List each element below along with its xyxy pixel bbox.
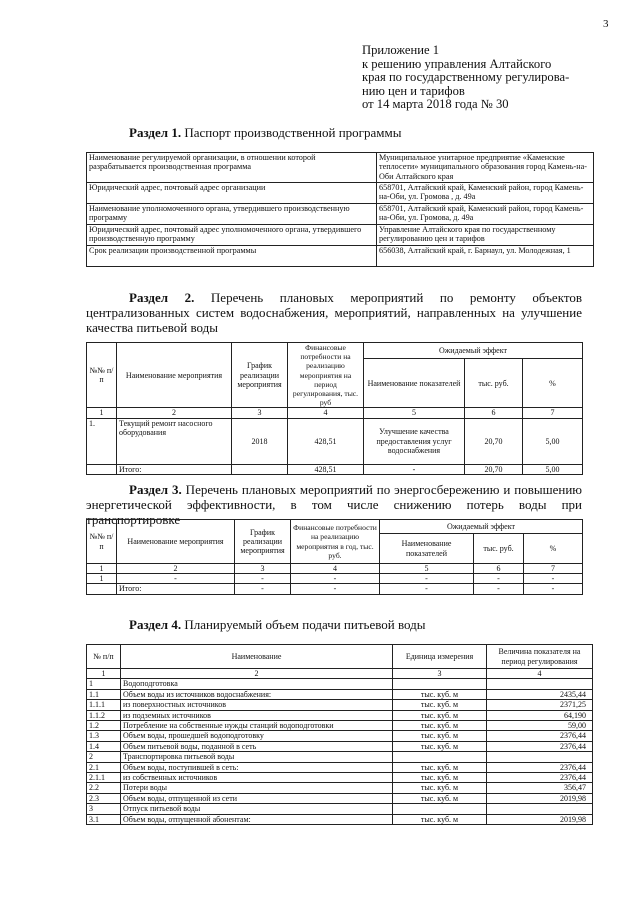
index-cell: 1 bbox=[87, 408, 117, 418]
row-name: Объем воды, отпущенной из сети bbox=[121, 793, 393, 803]
row-unit: тыс. куб. м bbox=[393, 773, 487, 783]
table-total-row bbox=[87, 584, 583, 594]
table-row bbox=[87, 762, 593, 772]
row-unit: тыс. куб. м bbox=[393, 741, 487, 751]
total-cell: - bbox=[235, 584, 291, 594]
row-num: 3 bbox=[87, 804, 121, 814]
row-value: 2376,44 bbox=[487, 741, 593, 751]
passport-label: Срок реализации производственной программы bbox=[87, 246, 377, 267]
col-num-header: № п/п bbox=[87, 645, 121, 669]
col-schedule-header: График реализации мероприятия bbox=[235, 520, 291, 564]
row-num: 1.4 bbox=[87, 741, 121, 751]
row-num: 2 bbox=[87, 752, 121, 762]
row-cell: - bbox=[524, 574, 583, 584]
row-unit: тыс. куб. м bbox=[393, 762, 487, 772]
section3-title: Перечень плановых мероприятий по энергосбережению и повышению энергетической эффективности, в том числе снижению потерь воды при транспортировке bbox=[86, 482, 582, 527]
index-cell: 3 bbox=[393, 669, 487, 679]
appendix-line: от 14 марта 2018 года № 30 bbox=[362, 97, 509, 111]
row-name: Текущий ремонт насосного оборудования bbox=[117, 418, 232, 464]
row-name: Потребление на собственные нужды станций водоподготовки bbox=[121, 721, 393, 731]
total-percent: 5,00 bbox=[523, 464, 583, 474]
row-num: 1.1.1 bbox=[87, 700, 121, 710]
section1-label: Раздел 1. bbox=[129, 125, 182, 140]
index-cell: 4 bbox=[288, 408, 364, 418]
row-num: 2.2 bbox=[87, 783, 121, 793]
row-cell: - bbox=[380, 574, 474, 584]
row-value bbox=[487, 804, 593, 814]
row-value: 2371,25 bbox=[487, 700, 593, 710]
row-name: Объем воды, отпущенной абонентам: bbox=[121, 814, 393, 824]
col-indicator-header: Наименование показателей bbox=[380, 534, 474, 564]
page-number: 3 bbox=[603, 18, 609, 30]
table-row bbox=[87, 246, 594, 267]
empty-cell bbox=[87, 464, 117, 474]
row-name: из поверхностных источников bbox=[121, 700, 393, 710]
section3-label: Раздел 3. bbox=[129, 482, 182, 497]
row-value: 2376,44 bbox=[487, 731, 593, 741]
index-cell: 4 bbox=[487, 669, 593, 679]
row-name: Объем воды, поступившей в сеть: bbox=[121, 762, 393, 772]
table-row bbox=[87, 721, 593, 731]
row-unit: тыс. куб. м bbox=[393, 700, 487, 710]
index-cell: 6 bbox=[474, 564, 524, 574]
table-row bbox=[87, 689, 593, 699]
energy-measures-table bbox=[86, 519, 583, 595]
appendix-line: к решению управления Алтайского bbox=[362, 56, 552, 71]
index-cell: 2 bbox=[117, 408, 232, 418]
row-value: 2019,98 bbox=[487, 814, 593, 824]
col-name-header: Наименование мероприятия bbox=[117, 343, 232, 408]
section4-label: Раздел 4. bbox=[129, 617, 182, 632]
index-cell: 3 bbox=[235, 564, 291, 574]
row-num: 1.3 bbox=[87, 731, 121, 741]
passport-value: 658701, Алтайский край, Каменский район, город Камень-на-Оби, ул. Громова , д. 49а bbox=[377, 183, 594, 204]
col-finance-header: Финансовые потребности на реализацию мероприятия в год, тыс. руб. bbox=[291, 520, 380, 564]
index-cell: 4 bbox=[291, 564, 380, 574]
row-cell: 1 bbox=[87, 574, 117, 584]
col-finance-header: Финансовые потребности на реализацию мероприятия на период регулирования, тыс. руб bbox=[288, 343, 364, 408]
table-row bbox=[87, 153, 594, 183]
row-value: 2376,44 bbox=[487, 773, 593, 783]
table-row bbox=[87, 783, 593, 793]
row-value: 64,190 bbox=[487, 710, 593, 720]
passport-value: Управление Алтайского края по государственному регулированию цен и тарифов bbox=[377, 225, 594, 246]
total-cell: - bbox=[524, 584, 583, 594]
passport-label: Наименование регулируемой организации, в отношении которой разрабатывается производственная программа bbox=[87, 153, 377, 183]
empty-cell bbox=[87, 584, 117, 594]
col-value-header: Величина показателя на период регулирования bbox=[487, 645, 593, 669]
col-effect-header: Ожидаемый эффект bbox=[364, 343, 583, 359]
table-row bbox=[87, 225, 594, 246]
table-row bbox=[87, 793, 593, 803]
col-effect-header: Ожидаемый эффект bbox=[380, 520, 583, 534]
total-cell: - bbox=[291, 584, 380, 594]
appendix-line: Приложение 1 bbox=[362, 43, 440, 57]
col-indicator-header: Наименование показателей bbox=[364, 359, 465, 408]
table-row bbox=[87, 679, 593, 689]
table-row bbox=[87, 710, 593, 720]
index-cell: 6 bbox=[465, 408, 523, 418]
total-indicator: - bbox=[364, 464, 465, 474]
total-finance: 428,51 bbox=[288, 464, 364, 474]
row-name: Потери воды bbox=[121, 783, 393, 793]
col-thousand-header: тыс. руб. bbox=[474, 534, 524, 564]
row-name: Объем воды, прошедшей водоподготовку bbox=[121, 731, 393, 741]
row-num: 1.2 bbox=[87, 721, 121, 731]
row-unit: тыс. куб. м bbox=[393, 783, 487, 793]
total-thousand: 20,70 bbox=[465, 464, 523, 474]
row-unit bbox=[393, 679, 487, 689]
row-value: 2019,98 bbox=[487, 793, 593, 803]
row-unit: тыс. куб. м bbox=[393, 793, 487, 803]
row-unit: тыс. куб. м bbox=[393, 689, 487, 699]
section4-title: Планируемый объем подачи питьевой воды bbox=[181, 617, 426, 632]
row-schedule: 2018 bbox=[232, 418, 288, 464]
appendix-block bbox=[362, 44, 602, 112]
total-cell: - bbox=[380, 584, 474, 594]
row-unit bbox=[393, 804, 487, 814]
repair-measures-table bbox=[86, 342, 583, 475]
index-cell: 5 bbox=[380, 564, 474, 574]
volume-table-body bbox=[87, 679, 593, 825]
col-name-header: Наименование bbox=[121, 645, 393, 669]
table-row bbox=[87, 418, 583, 464]
section1-heading bbox=[129, 125, 401, 140]
row-name: Транспортировка питьевой воды bbox=[121, 752, 393, 762]
table-row bbox=[87, 773, 593, 783]
table-row bbox=[87, 204, 594, 225]
water-supply-volume-table bbox=[86, 644, 593, 825]
row-value bbox=[487, 752, 593, 762]
row-cell: - bbox=[235, 574, 291, 584]
total-cell: - bbox=[474, 584, 524, 594]
index-cell: 7 bbox=[524, 564, 583, 574]
row-num: 2.3 bbox=[87, 793, 121, 803]
total-label: Итого: bbox=[117, 464, 232, 474]
index-cell: 1 bbox=[87, 564, 117, 574]
row-indicator: Улучшение качества предоставления услуг водоснабжения bbox=[364, 418, 465, 464]
row-value: 59,00 bbox=[487, 721, 593, 731]
row-num: 1.1 bbox=[87, 689, 121, 699]
empty-cell bbox=[232, 464, 288, 474]
total-label: Итого: bbox=[117, 584, 235, 594]
section2-label: Раздел 2. bbox=[129, 290, 195, 305]
row-finance: 428,51 bbox=[288, 418, 364, 464]
row-thousand: 20,70 bbox=[465, 418, 523, 464]
section4-heading bbox=[129, 617, 426, 632]
index-cell: 2 bbox=[121, 669, 393, 679]
section1-title: Паспорт производственной программы bbox=[181, 125, 402, 140]
section2-title: Перечень плановых мероприятий по ремонту объектов централизованных систем водоснабжения, мероприятий, направленных на улучшение качества питьевой воды bbox=[86, 290, 582, 335]
row-unit: тыс. куб. м bbox=[393, 710, 487, 720]
passport-value: 658701, Алтайский край, Каменский район, город Камень-на-Оби, ул. Громова, д. 49а bbox=[377, 204, 594, 225]
row-num: 2.1 bbox=[87, 762, 121, 772]
row-value: 2376,44 bbox=[487, 762, 593, 772]
row-cell: - bbox=[291, 574, 380, 584]
table-row bbox=[87, 804, 593, 814]
col-percent-header: % bbox=[523, 359, 583, 408]
col-name-header: Наименование мероприятия bbox=[117, 520, 235, 564]
table-index-row bbox=[87, 564, 583, 574]
row-percent: 5,00 bbox=[523, 418, 583, 464]
table-row bbox=[87, 814, 593, 824]
table-index-row bbox=[87, 669, 593, 679]
passport-table bbox=[86, 152, 594, 267]
appendix-line: нию цен и тарифов bbox=[362, 83, 465, 98]
row-value: 356,47 bbox=[487, 783, 593, 793]
table-total-row bbox=[87, 464, 583, 474]
row-name: Водоподготовка bbox=[121, 679, 393, 689]
row-value bbox=[487, 679, 593, 689]
row-num: 1.1.2 bbox=[87, 710, 121, 720]
row-name: из подземных источников bbox=[121, 710, 393, 720]
row-unit: тыс. куб. м bbox=[393, 731, 487, 741]
appendix-line: края по государственному регулирова- bbox=[362, 70, 570, 84]
index-cell: 5 bbox=[364, 408, 465, 418]
table-index-row bbox=[87, 408, 583, 418]
passport-label: Юридический адрес, почтовый адрес уполномоченного органа, утвердившего производственную программу bbox=[87, 225, 377, 246]
row-name: из собственных источников bbox=[121, 773, 393, 783]
index-cell: 7 bbox=[523, 408, 583, 418]
row-unit bbox=[393, 752, 487, 762]
row-cell: - bbox=[117, 574, 235, 584]
row-unit: тыс. куб. м bbox=[393, 814, 487, 824]
col-schedule-header: График реализации мероприятия bbox=[232, 343, 288, 408]
col-num-header: №№ п/п bbox=[87, 343, 117, 408]
row-num: 3.1 bbox=[87, 814, 121, 824]
table-row bbox=[87, 700, 593, 710]
row-name: Отпуск питьевой воды bbox=[121, 804, 393, 814]
section2-heading bbox=[86, 290, 582, 335]
table-row bbox=[87, 183, 594, 204]
passport-label: Юридический адрес, почтовый адрес организации bbox=[87, 183, 377, 204]
col-percent-header: % bbox=[524, 534, 583, 564]
table-header-row bbox=[87, 343, 583, 359]
passport-value: Муниципальное унитарное предприятие «Каменские теплосети» муниципального образования город Камень-на-Оби Алтайского края bbox=[377, 153, 594, 183]
row-name: Объем питьевой воды, поданной в сеть bbox=[121, 741, 393, 751]
table-header-row bbox=[87, 520, 583, 534]
table-row bbox=[87, 574, 583, 584]
row-name: Объем воды из источников водоснабжения: bbox=[121, 689, 393, 699]
index-cell: 1 bbox=[87, 669, 121, 679]
row-unit: тыс. куб. м bbox=[393, 721, 487, 731]
row-num: 1 bbox=[87, 679, 121, 689]
table-row bbox=[87, 731, 593, 741]
index-cell: 3 bbox=[232, 408, 288, 418]
row-cell: - bbox=[474, 574, 524, 584]
table-row bbox=[87, 741, 593, 751]
index-cell: 2 bbox=[117, 564, 235, 574]
row-value: 2435,44 bbox=[487, 689, 593, 699]
passport-value: 656038, Алтайский край, г. Барнаул, ул. Молодежная, 1 bbox=[377, 246, 594, 267]
table-row bbox=[87, 752, 593, 762]
row-num: 1. bbox=[87, 418, 117, 464]
col-unit-header: Единица измерения bbox=[393, 645, 487, 669]
col-thousand-header: тыс. руб. bbox=[465, 359, 523, 408]
passport-label: Наименование уполномоченного органа, утвердившего производственную программу bbox=[87, 204, 377, 225]
col-num-header: №№ п/п bbox=[87, 520, 117, 564]
table-header-row bbox=[87, 645, 593, 669]
row-num: 2.1.1 bbox=[87, 773, 121, 783]
